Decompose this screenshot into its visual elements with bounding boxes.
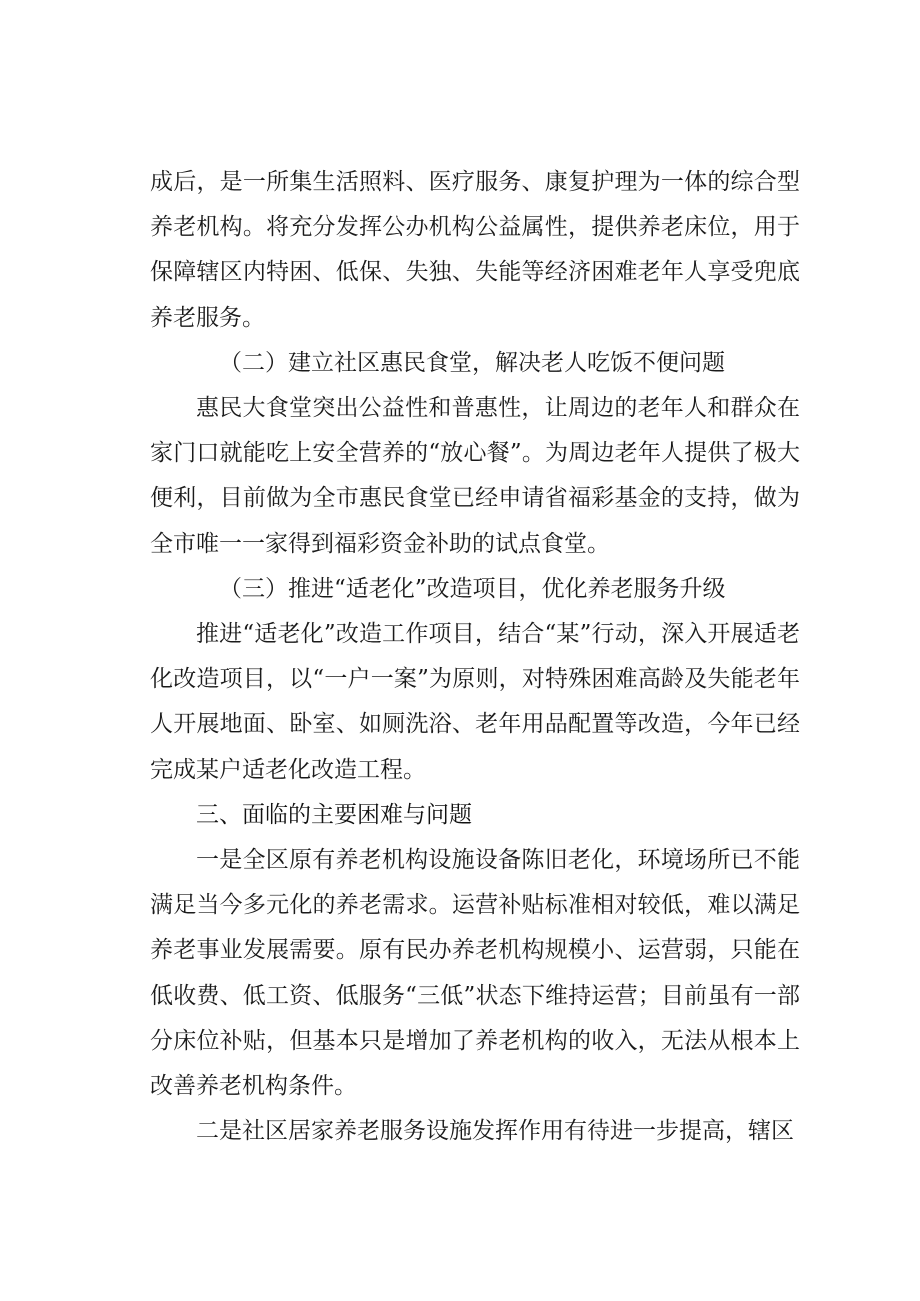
paragraph-difficulty-two: 二是社区居家养老服务设施发挥作用有待进一步提高，辖区 bbox=[196, 1118, 794, 1145]
subheading-canteen: （二）建立社区惠民食堂，解决老人吃饭不便问题 bbox=[219, 349, 725, 376]
paragraph-aging-renovation: 推进“适老化”改造工作项目，结合“某”行动，深入开展适老化改造项目，以“一户一案”为原则，对特殊困难高龄及失能老年人开展地面、卧室、如厕洗浴、老年用品配置等改造，今年已经完成某户适老化改造工程。 bbox=[150, 621, 800, 783]
document-body bbox=[150, 160, 800, 1154]
subheading-aging-renovation: （三）推进“适老化”改造项目，优化养老服务升级 bbox=[219, 575, 726, 602]
paragraph-continuation: 成后，是一所集生活照料、医疗服务、康复护理为一体的综合型养老机构。将充分发挥公办机构公益属性，提供养老床位，用于保障辖区内特困、低保、失独、失能等经济困难老年人享受兜底养老服务。 bbox=[150, 169, 800, 331]
paragraph-canteen: 惠民大食堂突出公益性和普惠性，让周边的老年人和群众在家门口就能吃上安全营养的“放心餐”。为周边老年人提供了极大便利，目前做为全市惠民食堂已经申请省福彩基金的支持，做为全市唯一一家得到福彩资金补助的试点食堂。 bbox=[150, 395, 800, 557]
paragraph-difficulty-one: 一是全区原有养老机构设施设备陈旧老化，环境场所已不能满足当今多元化的养老需求。运营补贴标准相对较低，难以满足养老事业发展需要。原有民办养老机构规模小、运营弱，只能在低收费、低工资、低服务“三低”状态下维持运营；目前虽有一部分床位补贴，但基本只是增加了养老机构的收入，无法从根本上改善养老机构条件。 bbox=[150, 847, 800, 1100]
section-heading-difficulties: 三、面临的主要困难与问题 bbox=[196, 801, 472, 828]
